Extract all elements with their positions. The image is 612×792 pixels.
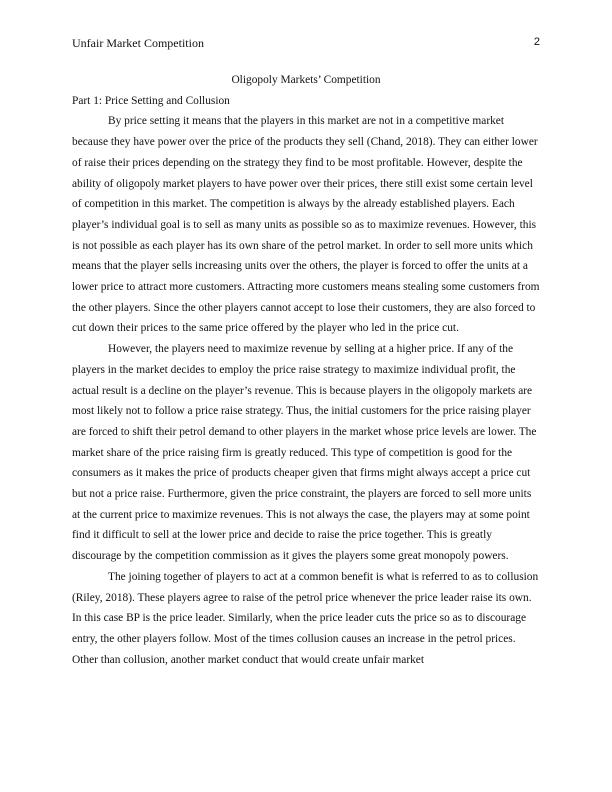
paragraph-collusion: The joining together of players to act at a common benefit is what is referred to as to collusion (Riley, 2018). These players agree to raise of the petrol price whenever the price leader raise its own. In this case BP is the price leader. Similarly, when the price leader cuts the price so as to discourage entry, the other players follow. Most of the times collusion causes an increase in the petrol prices. Other than collusion, another market conduct that would create unfair market [72,570,539,666]
document-body [72,70,540,670]
paragraph-price-raise: However, the players need to maximize revenue by selling at a higher price. If any of the players in the market decides to employ the price raise strategy to maximize individual profit, the actual result is a decline on the player’s revenue. This is because players in the oligopoly markets are most likely not to follow a price raise strategy. Thus, the initial customers for the price raising player are forced to shift their petrol demand to other players in the market whose price levels are lower. The market share of the price raising firm is greatly reduced. This type of competition is good for the consumers as it makes the price of products cheaper given that firms might always accept a price cut but not a price raise. Furthermore, given the price constraint, the players are forced to sell more units at the current price to maximize revenues. This is not always the case, the players may at some point find it difficult to sell at the lower price and decide to raise the price together. This is greatly discourage by the competition commission as it gives the players some great monopoly powers. [72,343,537,563]
document-title: Oligopoly Markets’ Competition [231,74,381,86]
page-number: 2 [533,36,540,48]
section-heading: Part 1: Price Setting and Collusion [72,94,230,107]
running-head: Unfair Market Competition [72,36,204,50]
page-header [72,36,540,52]
paragraph-price-setting: By price setting it means that the players in this market are not in a competitive market because they have power over the price of the products they sell (Chand, 2018). They can either lower of raise their prices depending on the strategy they find to be most profitable. However, despite the ability of oligopoly market players to have power over their prices, there still exist some certain level of competition in this market. The competition is always by the already established players. Each player’s individual goal is to sell as many units as possible so as to maximize revenues. However, this is not possible as each player has its own share of the petrol market. In order to sell more units which means that the player sells increasing units over the others, the player is forced to offer the units at a lower price to attract more customers. Attracting more customers means stealing some customers from the other players. Since the other players cannot accept to lose their customers, they are also forced to cut down their prices to the same price offered by the player who led in the price cut. [72,115,540,335]
